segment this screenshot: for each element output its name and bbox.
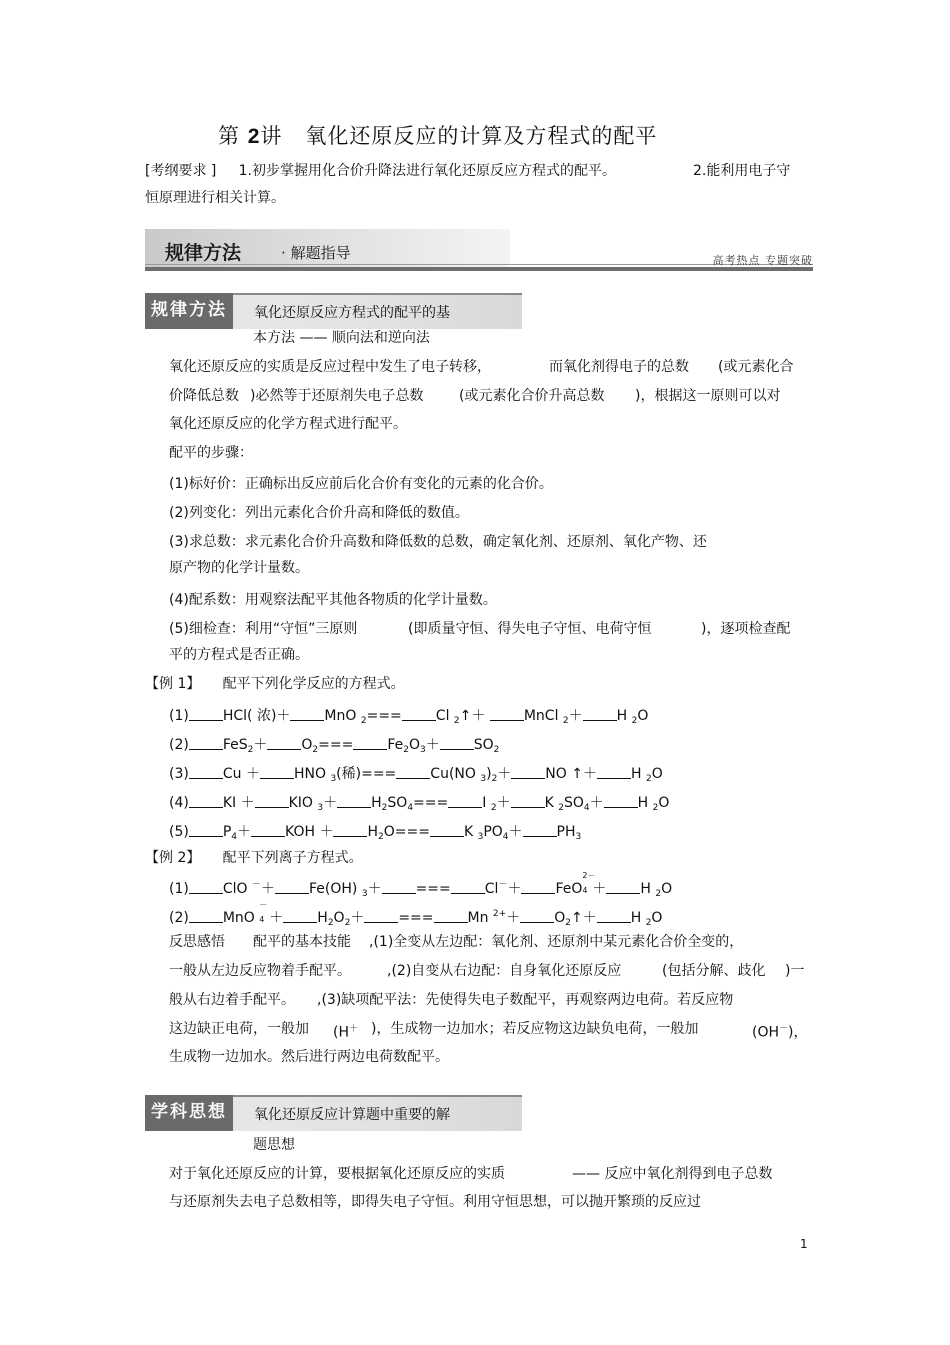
para2-part-c: (或元素化合价升高总数	[459, 388, 605, 404]
eq-subscript: 2	[631, 716, 638, 726]
h-plus-text: (H	[333, 1024, 349, 1041]
blank[interactable]	[337, 793, 371, 808]
example1-equation-2	[169, 734, 499, 754]
step-5-continued: 平的方程式是否正确。	[169, 647, 309, 663]
eq-subscript: 2	[565, 918, 571, 928]
eq-term: ＋	[589, 795, 604, 811]
step-5-part-a: (5)细检查：利用“守恒”三原则	[169, 621, 358, 637]
eq-term: H	[637, 795, 649, 811]
eq-term: NO ↑＋	[545, 766, 597, 782]
eq-term: SO	[387, 795, 408, 811]
eq-term: (稀)===	[336, 766, 397, 782]
title-mid: 讲	[260, 124, 283, 148]
reflection-line-2c: (包括分解、歧化	[662, 963, 766, 979]
blank[interactable]	[189, 793, 223, 808]
eq-term: K	[544, 795, 554, 811]
eq-term: ===	[366, 708, 402, 724]
oh-minus-charge: －	[779, 1024, 789, 1034]
blank[interactable]	[189, 908, 223, 923]
eq-term: ＋	[506, 910, 521, 926]
eq-term: ===	[415, 881, 451, 897]
eq-subscript: 4	[407, 803, 414, 813]
eq-number: (3)	[169, 766, 189, 782]
blank[interactable]	[511, 764, 545, 779]
eq-subscript: 2	[403, 745, 409, 755]
example2-text: 配平下列离子方程式。	[222, 850, 363, 866]
blank[interactable]	[597, 764, 631, 779]
para1-part-c: (或元素化合	[718, 359, 794, 375]
eq-term: ＋	[350, 910, 365, 926]
eq-term: ＋	[496, 795, 511, 811]
eq-subscript: 2	[327, 918, 334, 928]
eq-term: Mn	[467, 910, 489, 926]
reflection-line-4b: )，生成物一边加水；若反应物这边缺负电荷，一般加	[371, 1021, 699, 1037]
blank[interactable]	[382, 879, 416, 894]
eq-subscript: 3	[480, 774, 487, 784]
blank[interactable]	[451, 879, 485, 894]
banner-dot: ·	[281, 244, 286, 262]
eq-term: H	[630, 766, 642, 782]
step-5-part-c: )，逐项检查配	[701, 621, 791, 637]
banner-title: 规律方法	[165, 242, 242, 264]
blank[interactable]	[583, 706, 617, 721]
eq-term: FeS	[222, 737, 248, 753]
eq-subscript: 3	[575, 832, 582, 842]
step-3-continued: 原产物的化学计量数。	[169, 560, 309, 576]
title-prefix: 第	[218, 124, 240, 148]
eq-term: Cl	[435, 708, 450, 724]
eq-term: O===	[383, 824, 430, 840]
blank[interactable]	[364, 908, 398, 923]
section2-para-1b: —— 反应中氧化剂得到电子总数	[572, 1166, 773, 1182]
blank[interactable]	[448, 793, 482, 808]
eq-term: ＋	[261, 881, 275, 897]
example1-equation-1	[169, 705, 648, 725]
eq-number: (2)	[169, 737, 189, 753]
page-number: 1	[800, 1237, 808, 1251]
eq-term: K	[463, 824, 474, 840]
eq-term: H	[616, 708, 628, 724]
eq-subscript: 2	[377, 832, 384, 842]
blank[interactable]	[440, 735, 474, 750]
eq-subscript: 4	[502, 832, 509, 842]
eq-term: SO	[473, 737, 494, 753]
section1-label: 规律方法	[145, 293, 233, 329]
para1-part-b: 而氧化剂得电子的总数	[549, 359, 689, 375]
requirements-label: [考纲要求 ]	[145, 163, 217, 179]
step-2: (2)列变化：列出元素化合价升高和降低的数值。	[169, 505, 469, 521]
eq-term: O	[301, 737, 313, 753]
eq-term: O	[651, 910, 663, 926]
eq-subscript: 3	[361, 889, 368, 899]
eq-term: KOH ＋	[285, 824, 334, 840]
blank[interactable]	[275, 879, 309, 894]
eq-number: (1)	[169, 708, 189, 724]
example2-label: 【例 2】	[145, 850, 201, 866]
eq-term: ＋	[568, 708, 583, 724]
blank[interactable]	[434, 908, 468, 923]
blank[interactable]	[520, 908, 554, 923]
eq-subscript: 2	[312, 745, 319, 755]
reflection-line-1: ,(1)全变从左边配：氧化剂、还原剂中某元素化合价全变的，	[369, 934, 744, 950]
example1-equation-4	[169, 792, 669, 812]
eq-subscript: 2	[453, 716, 460, 726]
eq-term: ===	[413, 795, 449, 811]
example1-text: 配平下列化学反应的方程式。	[222, 676, 405, 692]
eq-subscript: 3	[420, 745, 426, 755]
banner-subtitle-wrap	[281, 242, 351, 263]
eq-term: Fe(OH)	[309, 881, 358, 897]
blank[interactable]	[189, 764, 223, 779]
eq-term: O	[333, 910, 345, 926]
eq-term: ＋	[425, 737, 440, 753]
eq-term: O	[408, 737, 421, 753]
banner-subtitle: 解题指导	[290, 244, 351, 262]
eq-term: ＋	[237, 824, 252, 840]
section2-para-2: 与还原剂失去电子总数相等，即得失电子守恒。利用守恒思想，可以抛开繁琐的反应过	[169, 1194, 701, 1210]
h-plus-charge: ＋	[349, 1024, 359, 1034]
eq-subscript: 2	[645, 774, 652, 784]
reflection-h-plus	[333, 1019, 358, 1043]
eq-subscript: 2	[247, 745, 254, 755]
eq-term: O	[661, 881, 673, 897]
eq-term: H	[640, 881, 651, 897]
reflection-line-2b: ,(2)自变从右边配：自身氧化还原反应	[387, 963, 622, 979]
step-5-part-b: (即质量守恒、得失电子守恒、电荷守恒	[408, 621, 652, 637]
example1-heading	[145, 674, 405, 694]
eq-term: Fe	[387, 737, 404, 753]
eq-term: ↑＋	[570, 910, 597, 926]
eq-term: I	[482, 795, 487, 811]
reflection-line-5: 生成物一边加水。然后进行两边电荷数配平。	[169, 1049, 449, 1065]
eq-term: ＋	[592, 881, 607, 897]
eq-term: ＋	[497, 766, 512, 782]
eq-term: Cu(NO	[430, 766, 476, 782]
example2-equation-1	[169, 871, 673, 899]
section2-header	[145, 1095, 522, 1131]
blank[interactable]	[490, 706, 524, 721]
eq-term: O	[637, 708, 649, 724]
eq-term: H	[630, 910, 642, 926]
eq-term: O	[651, 766, 663, 782]
blank[interactable]	[290, 706, 324, 721]
eq-subscript: 3	[330, 774, 337, 784]
steps-title: 配平的步骤：	[169, 445, 253, 461]
requirement-2-continued: 恒原理进行相关计算。	[145, 190, 285, 206]
eq-subscript: 2	[655, 889, 662, 899]
eq-term: P	[222, 824, 232, 840]
blank[interactable]	[189, 706, 223, 721]
eq-subscript: 4	[583, 803, 590, 813]
blank[interactable]	[267, 735, 301, 750]
eq-term: ===	[318, 737, 354, 753]
requirement-1: 1.初步掌握用化合价升降法进行氧化还原反应方程式的配平。	[238, 163, 616, 179]
eq-superscript: －	[498, 880, 508, 890]
eq-subscript: 2	[652, 803, 659, 813]
section1-header	[145, 293, 522, 329]
eq-term: ＋	[507, 881, 522, 897]
para2-part-d: )，根据这一原则可以对	[635, 388, 781, 404]
eq-term: MnO	[324, 708, 357, 724]
reflection-oh-minus	[752, 1019, 808, 1043]
eq-subscript: 2	[645, 918, 652, 928]
blank[interactable]	[283, 908, 317, 923]
oh-minus-close: )，	[788, 1024, 808, 1041]
eq-term: H	[371, 795, 382, 811]
eq-term: PO	[483, 824, 503, 840]
eq-term: MnO	[222, 910, 255, 926]
eq-number: (2)	[169, 910, 189, 926]
eq-term: ＋	[323, 795, 338, 811]
eq-term: PH	[556, 824, 576, 840]
eq-term: KI ＋	[222, 795, 255, 811]
eq-term: O	[658, 795, 670, 811]
blank[interactable]	[396, 764, 430, 779]
stacked-script: － 4	[259, 900, 268, 924]
eq-subscript: 2	[562, 716, 569, 726]
eq-term: Cu ＋	[222, 766, 260, 782]
section2-label: 学科思想	[145, 1095, 233, 1131]
reflection-line-3b: ,(3)缺项配平法：先使得失电子数配平，再观察两边电荷。若反应物	[317, 992, 734, 1008]
eq-term: ＋	[253, 737, 268, 753]
eq-subscript: 4	[231, 832, 238, 842]
section2-heading-continued: 题思想	[253, 1137, 295, 1153]
eq-term: H	[367, 824, 378, 840]
eq-number: (4)	[169, 795, 189, 811]
blank[interactable]	[604, 793, 638, 808]
eq-term: FeO	[555, 881, 583, 897]
reflection-line-2a: 一般从左边反应物着手配平。	[169, 963, 351, 979]
eq-term: O	[554, 910, 566, 926]
eq-number: (1)	[169, 881, 189, 897]
blank[interactable]	[255, 793, 289, 808]
eq-term: 浓)＋	[256, 708, 291, 724]
blank[interactable]	[597, 908, 631, 923]
step-1: (1)标好价：正确标出反应前后化合价有变化的元素的化合价。	[169, 476, 553, 492]
eq-term: H	[317, 910, 328, 926]
section1-heading-continued: 本方法 —— 顺向法和逆向法	[253, 330, 430, 346]
blank[interactable]	[333, 822, 367, 837]
eq-term: ＋	[508, 824, 523, 840]
eq-subscript: 2	[493, 745, 500, 755]
blank[interactable]	[251, 822, 285, 837]
blank[interactable]	[511, 793, 545, 808]
eq-term: KIO	[288, 795, 313, 811]
eq-term: SO	[563, 795, 584, 811]
para1-part-a: 氧化还原反应的实质是反应过程中发生了电子转移，	[169, 359, 491, 375]
blank[interactable]	[430, 822, 464, 837]
eq-term: )	[486, 766, 492, 782]
eq-term: ↑＋	[459, 708, 490, 724]
eq-term: HNO	[293, 766, 326, 782]
eq-term: ＋	[367, 881, 382, 897]
blank[interactable]	[606, 879, 640, 894]
section1-heading: 氧化还原反应方程式的配平的基	[254, 305, 450, 321]
step-3: (3)求总数：求元素化合价升高数和降低数的总数，确定氧化剂、还原剂、氧化产物、还	[169, 534, 707, 550]
stacked-script: 2－ 4	[582, 871, 596, 895]
example2-heading	[145, 848, 363, 868]
example1-equation-5	[169, 821, 581, 841]
title-number: 2	[247, 125, 261, 148]
eq-superscript: 2+	[492, 909, 507, 919]
section-banner	[145, 229, 813, 271]
eq-subscript: 2	[558, 803, 564, 813]
blank[interactable]	[353, 735, 387, 750]
eq-subscript: 2	[491, 774, 498, 784]
blank[interactable]	[260, 764, 294, 779]
eq-term: ===	[398, 910, 434, 926]
eq-number: (5)	[169, 824, 189, 840]
reflection-line-4a: 这边缺正电荷，一般加	[169, 1021, 309, 1037]
eq-subscript: 2	[344, 918, 351, 928]
blank[interactable]	[521, 879, 555, 894]
reflection-skill: 配平的基本技能	[253, 934, 351, 950]
eq-term: MnCl	[523, 708, 559, 724]
eq-term: ClO	[222, 881, 248, 897]
eq-term: Cl	[484, 881, 499, 897]
section2-heading: 氧化还原反应计算题中重要的解	[254, 1107, 450, 1123]
blank[interactable]	[523, 822, 557, 837]
page-title	[218, 120, 657, 150]
requirement-2: 2.能利用电子守	[693, 163, 791, 179]
oh-minus-text: (OH	[752, 1024, 780, 1041]
banner-tag: 高考热点 专题突破	[712, 254, 813, 267]
example2-equation-2	[169, 900, 663, 928]
section2-para-1a: 对于氧化还原反应的计算，要根据氧化还原反应的实质	[169, 1166, 505, 1182]
reflection-line-3a: 般从右边着手配平。	[169, 992, 295, 1008]
eq-subscript: 2	[490, 803, 497, 813]
blank[interactable]	[189, 822, 223, 837]
example1-equation-3	[169, 763, 663, 783]
eq-subscript: 3	[477, 832, 484, 842]
title-main: 氧化还原反应的计算及方程式的配平	[305, 124, 658, 148]
reflection-label: 反思感悟	[169, 934, 225, 950]
para3: 氧化还原反应的化学方程式进行配平。	[169, 416, 407, 432]
eq-superscript: －	[251, 880, 261, 890]
eq-subscript: 2	[381, 803, 388, 813]
requirements-line-1	[145, 161, 616, 181]
para2-part-a: 价降低总数	[169, 388, 239, 404]
reflection-line-2d: )一	[785, 963, 805, 979]
eq-subscript: 3	[317, 803, 324, 813]
step-4: (4)配系数：用观察法配平其他各物质的化学计量数。	[169, 592, 497, 608]
example1-label: 【例 1】	[145, 676, 201, 692]
para2-part-b: )必然等于还原剂失电子总数	[250, 388, 424, 404]
blank[interactable]	[189, 879, 223, 894]
eq-subscript: 2	[360, 716, 367, 726]
eq-term: ＋	[269, 910, 284, 926]
eq-term: HCl(	[222, 708, 253, 724]
blank[interactable]	[402, 706, 436, 721]
blank[interactable]	[189, 735, 223, 750]
